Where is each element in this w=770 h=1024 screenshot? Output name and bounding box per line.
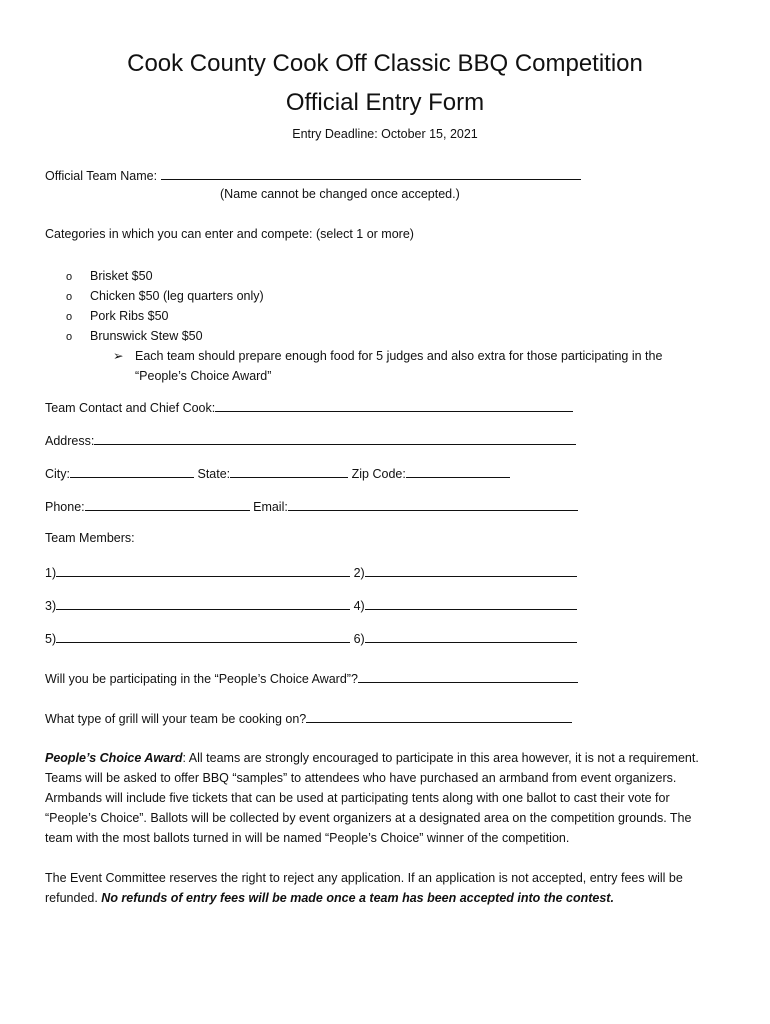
category-label: Chicken $50 (leg quarters only) bbox=[90, 289, 264, 303]
member-number: 3) bbox=[45, 599, 57, 613]
peoples-choice-heading: People’s Choice Award bbox=[45, 751, 183, 765]
committee-paragraph bbox=[45, 868, 715, 908]
entry-deadline: Entry Deadline: October 15, 2021 bbox=[292, 127, 478, 141]
members-row-1 bbox=[45, 564, 577, 580]
categories-list bbox=[66, 266, 264, 346]
address-field[interactable] bbox=[94, 432, 576, 445]
category-item[interactable] bbox=[66, 326, 264, 346]
team-name-row bbox=[45, 167, 581, 183]
peoples-choice-question: Will you be participating in the “People’s Choice Award”? bbox=[45, 672, 358, 686]
city-field[interactable] bbox=[70, 465, 194, 478]
grill-question-row bbox=[45, 710, 572, 726]
checkbox-circle-icon[interactable]: o bbox=[66, 291, 73, 303]
chief-cook-row bbox=[45, 399, 573, 415]
member-field[interactable] bbox=[365, 564, 577, 577]
checkbox-circle-icon[interactable]: o bbox=[66, 271, 73, 283]
state-field[interactable] bbox=[230, 465, 348, 478]
team-name-label: Official Team Name: bbox=[45, 169, 158, 183]
email-label: Email: bbox=[253, 500, 288, 514]
phone-field[interactable] bbox=[85, 498, 250, 511]
checkbox-circle-icon[interactable]: o bbox=[66, 311, 73, 323]
peoples-choice-body: : All teams are strongly encouraged to participate in this area however, it is not a requirement. Teams will be asked to offer BBQ “samples” to attendees who have purchased an armband from event organizers. Armbands will include five tickets that can be used at participating tents along with one ballot to cast their vote for “People’s Choice”. Ballots will be collected by event organizers at a designated area on the competition grounds. The team with the most ballots turned in will be named “People’s Choice” winner of the competition. bbox=[45, 751, 699, 845]
state-label: State: bbox=[197, 467, 231, 481]
grill-answer-field[interactable] bbox=[306, 710, 572, 723]
member-field[interactable] bbox=[56, 564, 350, 577]
checkbox-circle-icon[interactable]: o bbox=[66, 331, 73, 343]
grill-question: What type of grill will your team be cooking on? bbox=[45, 712, 307, 726]
peoples-choice-question-row bbox=[45, 670, 578, 686]
members-row-3 bbox=[45, 630, 577, 646]
chief-cook-field[interactable] bbox=[215, 399, 573, 412]
judges-note bbox=[113, 346, 662, 386]
city-state-zip-row bbox=[45, 465, 510, 481]
phone-email-row bbox=[45, 498, 578, 514]
chief-cook-label: Team Contact and Chief Cook: bbox=[45, 401, 216, 415]
member-number: 6) bbox=[353, 632, 365, 646]
peoples-choice-paragraph bbox=[45, 748, 715, 848]
email-field[interactable] bbox=[288, 498, 578, 511]
address-row bbox=[45, 432, 576, 448]
member-number: 5) bbox=[45, 632, 57, 646]
team-members-label: Team Members: bbox=[45, 531, 135, 545]
form-subtitle: Official Entry Form bbox=[285, 89, 485, 116]
category-label: Pork Ribs $50 bbox=[90, 309, 169, 323]
member-field[interactable] bbox=[56, 630, 350, 643]
category-item[interactable] bbox=[66, 306, 264, 326]
judges-note-line2: “People’s Choice Award” bbox=[135, 369, 272, 383]
address-label: Address: bbox=[45, 434, 95, 448]
categories-intro: Categories in which you can enter and compete: (select 1 or more) bbox=[45, 227, 414, 241]
member-field[interactable] bbox=[365, 630, 577, 643]
category-label: Brunswick Stew $50 bbox=[90, 329, 203, 343]
team-name-field[interactable] bbox=[161, 167, 581, 180]
zip-field[interactable] bbox=[406, 465, 510, 478]
member-field[interactable] bbox=[56, 597, 350, 610]
judges-note-line1: Each team should prepare enough food for 5 judges and also extra for those participating in the bbox=[135, 349, 663, 363]
members-row-2 bbox=[45, 597, 577, 613]
no-refunds-notice: No refunds of entry fees will be made once a team has been accepted into the contest. bbox=[101, 891, 614, 905]
arrow-bullet-icon: ➢ bbox=[113, 349, 124, 363]
committee-body: The Event Committee reserves the right to reject any application. If an application is not accepted, entry fees will be refunded. bbox=[45, 871, 683, 905]
peoples-choice-answer-field[interactable] bbox=[358, 670, 578, 683]
category-item[interactable] bbox=[66, 266, 264, 286]
form-title: Cook County Cook Off Classic BBQ Competition bbox=[127, 50, 643, 77]
member-number: 2) bbox=[353, 566, 365, 580]
team-name-note: (Name cannot be changed once accepted.) bbox=[220, 187, 460, 201]
phone-label: Phone: bbox=[45, 500, 85, 514]
city-label: City: bbox=[45, 467, 70, 481]
zip-label: Zip Code: bbox=[351, 467, 406, 481]
category-item[interactable] bbox=[66, 286, 264, 306]
member-number: 1) bbox=[45, 566, 57, 580]
category-label: Brisket $50 bbox=[90, 269, 153, 283]
member-field[interactable] bbox=[365, 597, 577, 610]
member-number: 4) bbox=[353, 599, 365, 613]
